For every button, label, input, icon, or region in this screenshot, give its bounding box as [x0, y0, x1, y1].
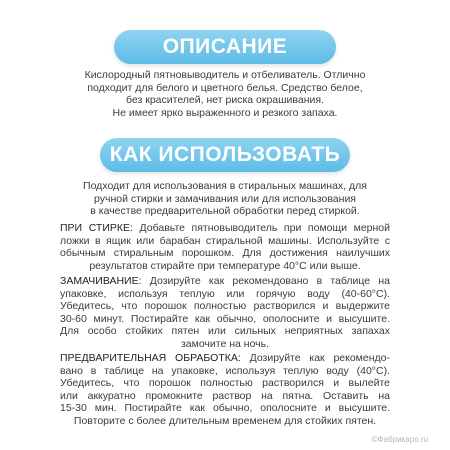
- usage-intro-line: ручной стирки и замачивания или для использования: [94, 192, 356, 205]
- description-title-pill: [114, 30, 336, 64]
- soak-first-line-text: Дозируйте как рекомендовано в таблице на: [141, 275, 390, 287]
- wash-instructions: [60, 222, 390, 272]
- usage-title: КАК ИСПОЛЬЗОВАТЬ: [109, 143, 341, 166]
- soak-line: Убедитесь, что порошок полностью растворился и выдержите: [60, 300, 390, 313]
- usage-intro-line: Подходит для использования в стиральных машинах, для: [83, 180, 367, 192]
- watermark: ©Фабрикаро.ru: [371, 435, 428, 444]
- description-title: ОПИСАНИЕ: [162, 35, 288, 58]
- soak-line: замочите на ночь.: [180, 337, 270, 350]
- soak-heading: ЗАМАЧИВАНИЕ:: [60, 275, 142, 287]
- description-text: [60, 69, 390, 119]
- wash-line: ложки в ящик или барабан стиральной машины. Используйте с: [60, 234, 390, 247]
- usage-intro-line: в качестве предварительной обработки перед стиркой.: [90, 205, 360, 218]
- pretreat-instructions: [60, 352, 390, 428]
- soak-line: упаковке, используя теплую или горячую воду (40-60°С).: [60, 287, 390, 300]
- description-line: Не имеет ярко выраженного и резкого запаха.: [112, 106, 338, 119]
- pretreat-line: 15-30 мин. Постирайте как обычно, ополосните и высушите.: [60, 402, 390, 415]
- pretreat-line: Убедитесь, что порошок полностью растворился и вылейте: [60, 377, 390, 390]
- description-line: подходит для белого и цветного белья. Средство белое,: [87, 81, 363, 94]
- pretreat-line: вано в таблице на упаковке, используя теплую воду (40°С).: [60, 364, 390, 377]
- wash-line: результатов стирайте при температуре 40°С или выше.: [89, 259, 361, 272]
- wash-line: обычным стиральным порошком. Для достижения наилучших: [60, 247, 390, 260]
- pretreat-line: Повторите с более длительным временем для стойких пятен.: [73, 414, 377, 427]
- wash-first-line-text: Добавьте пятновыводитель при помощи мерной: [132, 222, 391, 234]
- soak-first-line: [60, 275, 390, 288]
- pretreat-first-line: [60, 352, 390, 365]
- wash-heading: ПРИ СТИРКЕ:: [60, 222, 133, 234]
- wash-first-line: [60, 222, 390, 235]
- pretreat-first-line-text: Дозируйте как рекомендо-: [240, 352, 390, 364]
- description-line: без красителей, нет риска окрашивания.: [126, 94, 324, 107]
- soak-line: Для особо стойких пятен или сильных неприятных запахах: [60, 325, 390, 338]
- pretreat-line: или аккуратно промокните раствор на пятна. Оставить на: [60, 389, 390, 402]
- pretreat-heading: ПРЕДВАРИТЕЛЬНАЯ ОБРАБОТКА:: [60, 352, 241, 364]
- soak-line: 30-60 минут. Постирайте как обычно, ополосните и высушите.: [60, 312, 390, 325]
- description-line: Кислородный пятновыводитель и отбеливатель. Отлично: [84, 69, 366, 81]
- usage-intro-text: [60, 180, 390, 218]
- soak-instructions: [60, 275, 390, 351]
- usage-title-pill: [100, 138, 350, 172]
